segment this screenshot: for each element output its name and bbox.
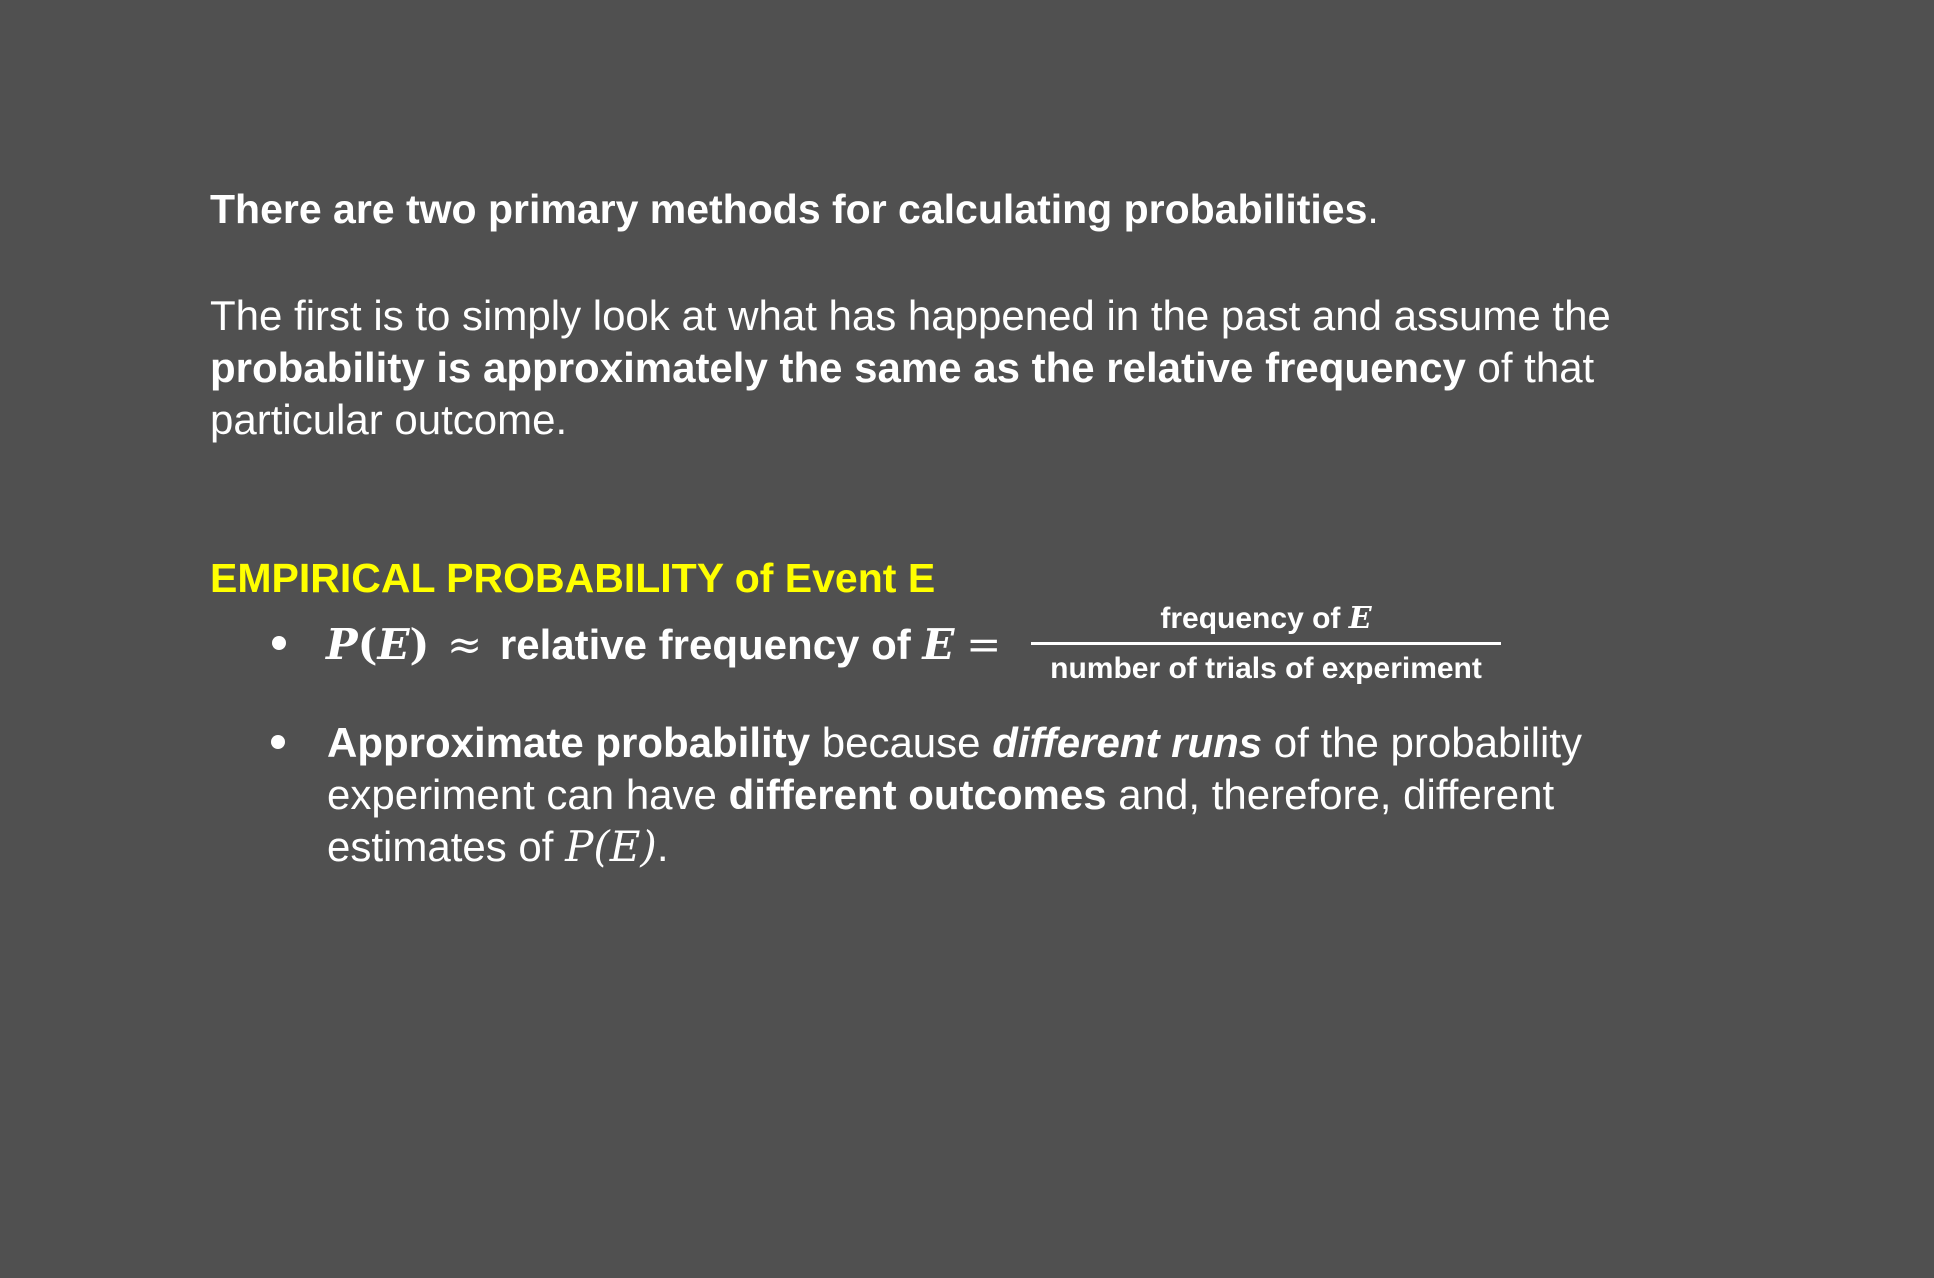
text: of the probability: [1262, 719, 1583, 766]
fraction-denominator: number of trials of experiment: [1050, 652, 1482, 685]
math-close-paren: ): [409, 620, 430, 669]
numerator-var: E: [1348, 601, 1372, 636]
formula-lhs: [326, 620, 1002, 669]
intro-heading: [210, 186, 1379, 232]
formula-middle-text: relative frequency of: [499, 621, 911, 668]
bullet-icon: [271, 735, 285, 749]
bullet-2-line-3: [327, 822, 669, 871]
text: experiment can have: [327, 771, 729, 818]
paragraph-bold-phrase: probability is approximately the same as the relative frequency: [210, 344, 1466, 391]
text: .: [656, 823, 669, 870]
numerator-text: frequency of: [1160, 602, 1341, 635]
paragraph-line-2: [210, 344, 1595, 391]
bold-different-outcomes: different outcomes: [728, 771, 1107, 818]
text: estimates of: [327, 823, 566, 870]
approx-symbol: ≈: [447, 620, 483, 669]
math-P-of-E: P(E): [565, 822, 657, 871]
math-E-var: E: [922, 620, 955, 669]
math-open-paren: (: [357, 620, 378, 669]
bold-approximate-probability: Approximate probability: [327, 719, 811, 766]
bullet-icon: [272, 636, 286, 650]
fraction-numerator: [1031, 601, 1501, 636]
equals-symbol: =: [966, 620, 1002, 669]
intro-heading-period: .: [1367, 186, 1379, 232]
intro-heading-text: There are two primary methods for calculating probabilities: [210, 186, 1368, 232]
section-title: EMPIRICAL PROBABILITY of Event E: [210, 555, 936, 601]
bullet-2-line-1: [327, 719, 1583, 766]
fraction-bar: [1031, 642, 1501, 645]
bold-italic-different-runs: different runs: [992, 719, 1263, 766]
bullet-2-line-2: [327, 771, 1555, 818]
text: because: [810, 719, 993, 766]
paragraph-line-2-rest: of that: [1465, 344, 1595, 391]
math-P: P: [326, 620, 358, 669]
paragraph-line-1: The first is to simply look at what has happened in the past and assume the: [210, 292, 1611, 339]
math-E: E: [377, 620, 410, 669]
text: and, therefore, different: [1106, 771, 1555, 818]
paragraph-line-3: particular outcome.: [210, 396, 568, 443]
